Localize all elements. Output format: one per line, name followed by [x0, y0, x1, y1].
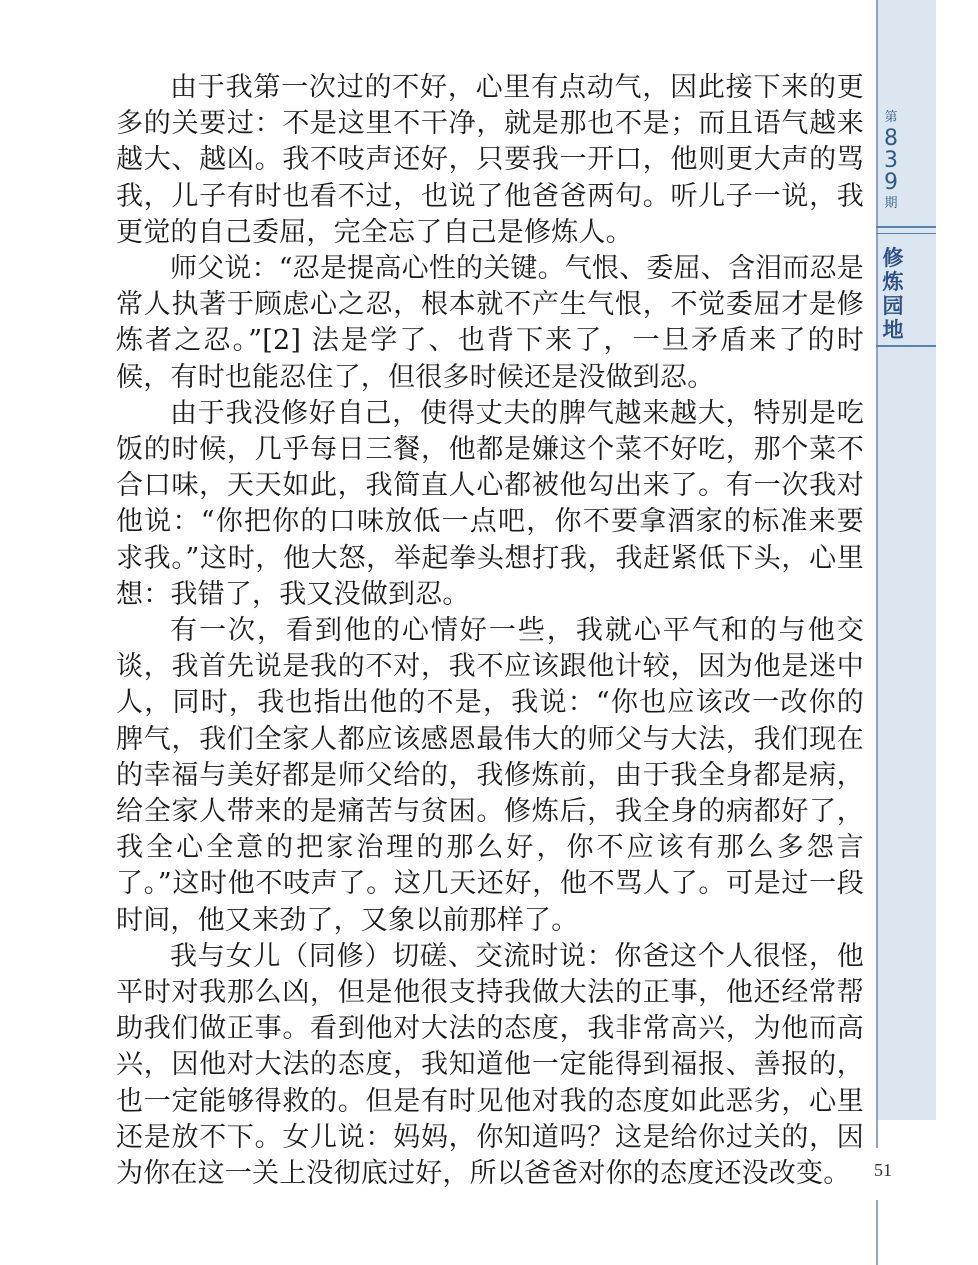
issue-prefix: 第 [884, 110, 898, 125]
section-divider [876, 345, 936, 347]
section-title [879, 246, 907, 342]
section-title-char: 园 [882, 294, 904, 318]
issue-suffix: 期 [884, 196, 898, 211]
section-divider [876, 233, 936, 234]
article-body [116, 70, 864, 1192]
section-title-char: 修 [882, 246, 904, 270]
paragraph: 由于我没修好自己，使得丈夫的脾气越来越大，特别是吃饭的时候，几乎每日三餐，他都是嫌这个菜不好吃，那个菜不合口味，天天如此，我简直人心都被他勾出来了。有一次我对他说：“你把你的口味放低一点吧，你不要拿酒家的标准来要求我。”这时，他大怒，举起拳头想打我，我赶紧低下头，心里想：我错了，我又没做到忍。 [116, 397, 864, 610]
paragraph: 师父说：“忍是提高心性的关键。气恨、委屈、含泪而忍是常人执著于顾虑心之忍，根本就不产生气恨，不觉委屈才是修炼者之忍。”[2] 法是学了、也背下来了，一旦矛盾来了的时候，有时也能忍住了，但很多时候还是没做到忍。 [116, 253, 865, 393]
issue-digit: 9 [884, 170, 898, 195]
page-number: 51 [874, 1160, 892, 1180]
paragraph: 由于我第一次过的不好，心里有点动气，因此接下来的更多的关要过：不是这里不干净，就是那也不是；而且语气越来越大、越凶。我不吱声还好，只要我一开口，他则更大声的骂我，儿子有时也看不过，也说了他爸爸两句。听儿子一说，我更觉的自己委屈，完全忘了自己是修炼人。 [116, 72, 864, 248]
issue-number [878, 108, 904, 214]
section-title-char: 地 [882, 318, 904, 342]
issue-digit: 3 [884, 148, 898, 173]
issue-digit: 8 [884, 126, 898, 151]
sidebar-divider-line-lower [876, 1200, 878, 1265]
section-title-char: 炼 [882, 270, 904, 294]
paragraph: 有一次，看到他的心情好一些，我就心平气和的与他交谈，我首先说是我的不对，我不应该跟他计较，因为他是迷中人，同时，我也指出他的不是，我说：“你也应该改一改你的脾气，我们全家人都应该感恩最伟大的师父与大法，我们现在的幸福与美好都是师父给的，我修炼前，由于我全身都是病，给全家人带来的是痛苦与贫困。修炼后，我全身的病都好了，我全心全意的把家治理的那么好，你不应该有那么多怨言了。”这时他不吱声了。这几天还好，他不骂人了。可是过一段时间，他又来劲了，又象以前那样了。 [116, 615, 864, 936]
section-divider [876, 226, 936, 228]
paragraph: 我与女儿（同修）切磋、交流时说：你爸这个人很怪，他平时对我那么凶，但是他很支持我做大法的正事，他还经常帮助我们做正事。看到他对大法的态度，我非常高兴，为他而高兴，因他对大法的态度，我知道他一定能得到福报、善报的，也一定能够得救的。但是有时见他对我的态度如此恶劣，心里还是放不下。女儿说：妈妈，你知道吗？这是给你过关的，因为你在这一关上没彻底过好，所以爸爸对你的态度还没改变。 [116, 940, 864, 1190]
